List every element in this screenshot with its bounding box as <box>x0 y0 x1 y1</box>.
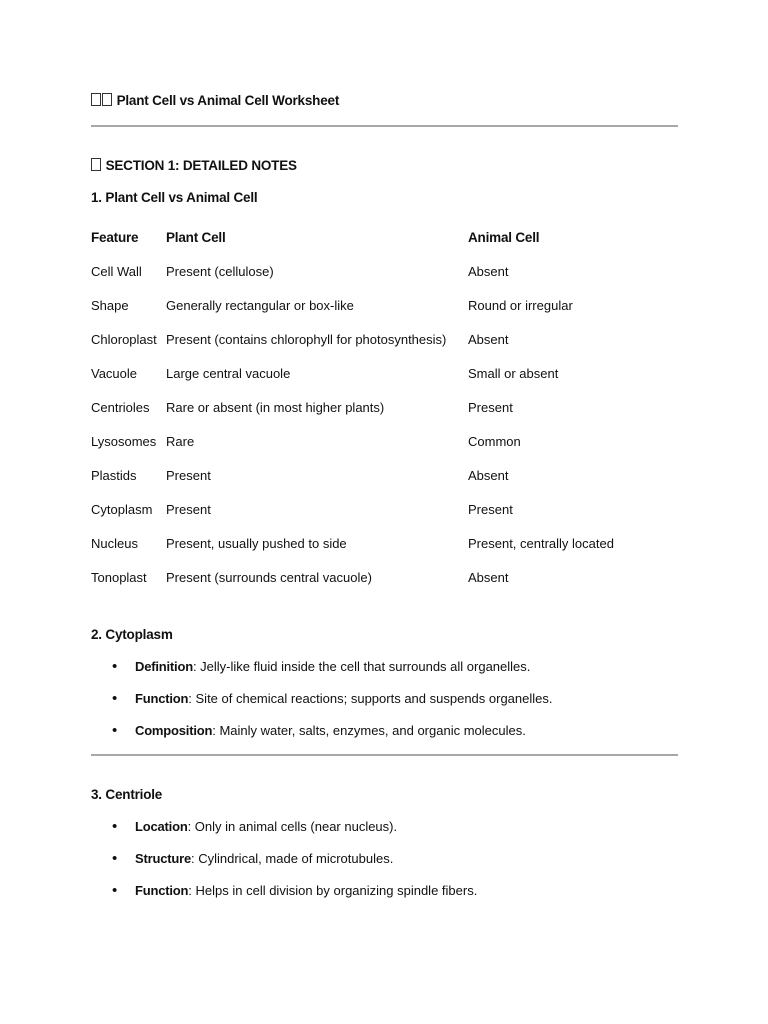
feature-cell: Nucleus <box>91 535 138 551</box>
feature-cell: Plastids <box>91 467 137 483</box>
list-item-term: Function <box>135 883 189 898</box>
animal-cell-value: Absent <box>468 331 509 347</box>
document-title <box>91 93 339 108</box>
missing-glyph-icon <box>91 158 101 171</box>
comparison-table <box>91 220 678 594</box>
list-item-term: Definition <box>135 659 193 674</box>
list-item-term: Function <box>135 691 189 706</box>
list-item-term: Location <box>135 819 188 834</box>
list-item-text: : Mainly water, salts, enzymes, and organic molecules. <box>212 723 526 738</box>
missing-glyph-icon <box>102 93 112 106</box>
feature-cell: Centrioles <box>91 399 150 415</box>
animal-cell-value: Absent <box>468 263 509 279</box>
list-item-text: : Helps in cell division by organizing spindle fibers. <box>188 883 478 898</box>
table-row <box>91 492 678 526</box>
missing-glyph-icon <box>91 93 101 106</box>
plant-cell-value: Present (contains chlorophyll for photosynthesis) <box>166 331 447 347</box>
list-item-text: : Cylindrical, made of microtubules. <box>191 851 394 866</box>
subsection-heading-centriole: 3. Centriole <box>91 787 163 802</box>
feature-cell: Tonoplast <box>91 569 147 585</box>
animal-cell-value: Present, centrally located <box>468 535 614 551</box>
horizontal-rule <box>91 125 678 127</box>
feature-cell: Chloroplast <box>91 331 157 347</box>
table-row <box>91 288 678 322</box>
plant-cell-value: Rare <box>166 433 195 449</box>
table-header-row <box>91 220 678 254</box>
section-heading <box>91 158 297 173</box>
list-item <box>91 689 552 721</box>
animal-cell-value: Small or absent <box>468 365 559 381</box>
table-row <box>91 458 678 492</box>
list-item <box>91 817 477 849</box>
feature-cell: Lysosomes <box>91 433 157 449</box>
list-item-term: Structure <box>135 851 191 866</box>
table-row <box>91 560 678 594</box>
animal-cell-value: Present <box>468 501 513 517</box>
list-item-term: Composition <box>135 723 213 738</box>
section-heading-text: SECTION 1: DETAILED NOTES <box>105 158 297 173</box>
plant-cell-value: Present <box>166 467 211 483</box>
table-row <box>91 390 678 424</box>
list-item <box>91 657 552 689</box>
list-item <box>91 849 477 881</box>
feature-cell: Shape <box>91 297 129 313</box>
table-row <box>91 254 678 288</box>
list-item <box>91 721 552 753</box>
subsection-heading-cytoplasm: 2. Cytoplasm <box>91 627 173 642</box>
column-header-feature: Feature <box>91 229 139 245</box>
animal-cell-value: Common <box>468 433 521 449</box>
animal-cell-value: Round or irregular <box>468 297 573 313</box>
horizontal-rule <box>91 754 678 756</box>
plant-cell-value: Present (surrounds central vacuole) <box>166 569 372 585</box>
subsection-heading-comparison: 1. Plant Cell vs Animal Cell <box>91 190 258 205</box>
document-title-text: Plant Cell vs Animal Cell Worksheet <box>116 93 340 108</box>
list-item-text: : Jelly-like fluid inside the cell that surrounds all organelles. <box>192 659 531 674</box>
table-row <box>91 356 678 390</box>
plant-cell-value: Present <box>166 501 211 517</box>
plant-cell-value: Present (cellulose) <box>166 263 274 279</box>
feature-cell: Vacuole <box>91 365 138 381</box>
animal-cell-value: Absent <box>468 569 509 585</box>
column-header-animal-cell: Animal Cell <box>468 229 540 245</box>
feature-cell: Cell Wall <box>91 263 142 279</box>
table-row <box>91 322 678 356</box>
plant-cell-value: Generally rectangular or box-like <box>166 297 354 313</box>
list-item-text: : Only in animal cells (near nucleus). <box>187 819 398 834</box>
cytoplasm-list <box>91 657 552 753</box>
table-row <box>91 526 678 560</box>
centriole-list <box>91 817 477 913</box>
plant-cell-value: Rare or absent (in most higher plants) <box>166 399 385 415</box>
plant-cell-value: Present, usually pushed to side <box>166 535 347 551</box>
table-row <box>91 424 678 458</box>
animal-cell-value: Present <box>468 399 513 415</box>
list-item <box>91 881 477 913</box>
list-item-text: : Site of chemical reactions; supports and suspends organelles. <box>188 691 553 706</box>
animal-cell-value: Absent <box>468 467 509 483</box>
feature-cell: Cytoplasm <box>91 501 153 517</box>
column-header-plant-cell: Plant Cell <box>166 229 226 245</box>
plant-cell-value: Large central vacuole <box>166 365 291 381</box>
